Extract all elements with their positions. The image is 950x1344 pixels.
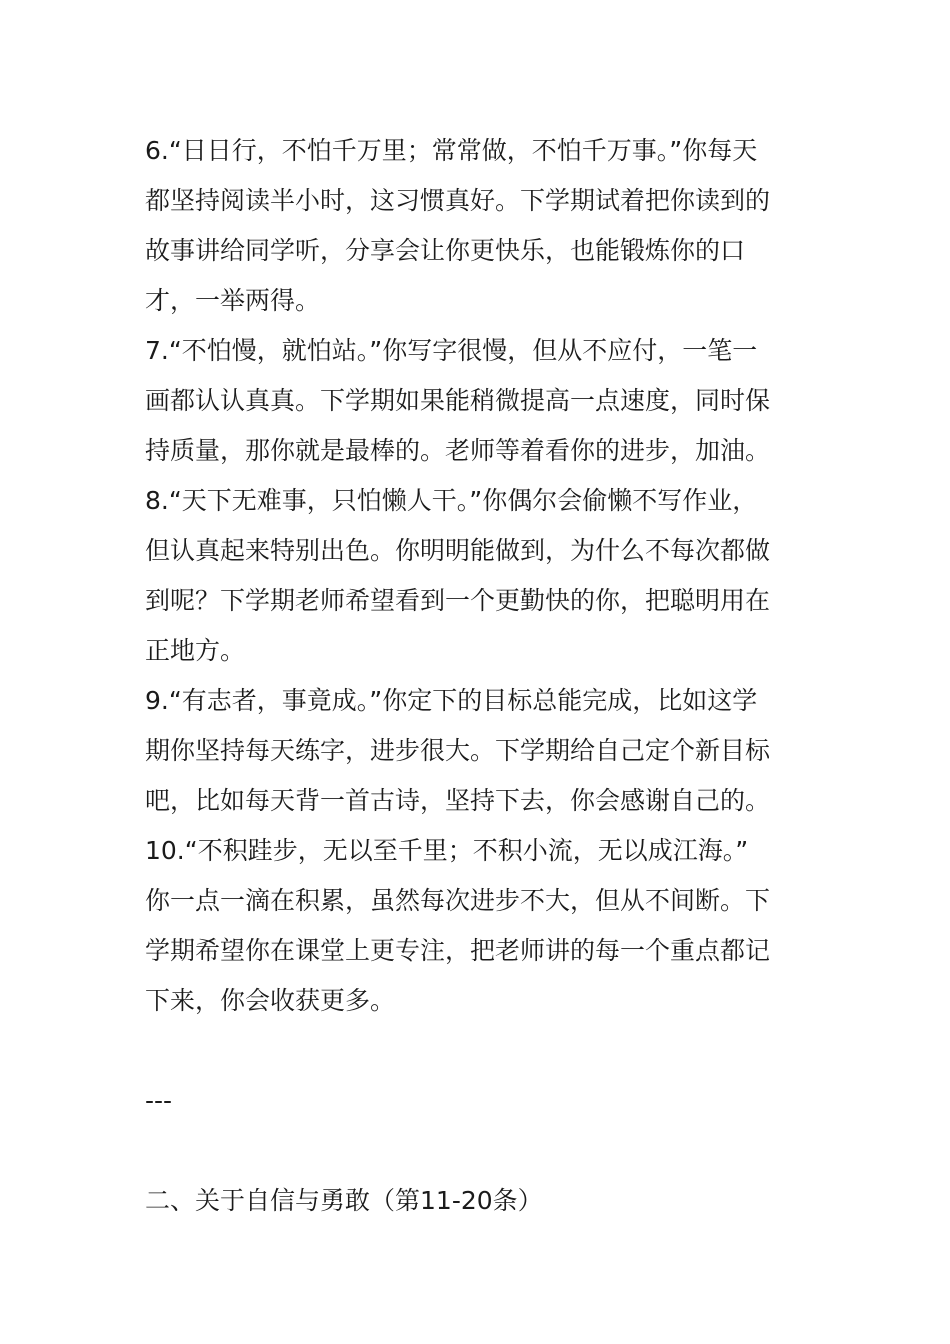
text-line: 都坚持阅读半小时，这习惯真好。下学期试着把你读到的 — [145, 186, 771, 215]
comment-item-8 — [145, 476, 815, 676]
text-line: 10.“不积跬步，无以至千里；不积小流，无以成江海。” — [145, 836, 749, 865]
text-line: 吧，比如每天背一首古诗，坚持下去，你会感谢自己的。 — [145, 786, 771, 815]
section-heading: 二、关于自信与勇敢（第11-20条） — [145, 1186, 543, 1215]
separator: --- — [145, 1086, 173, 1115]
comment-item-7 — [145, 326, 815, 476]
blank-line — [145, 1026, 815, 1076]
text-line: 画都认认真真。下学期如果能稍微提高一点速度，同时保 — [145, 386, 771, 415]
text-line: 6.“日日行，不怕千万里；常常做，不怕千万事。”你每天 — [145, 136, 758, 165]
text-line: 8.“天下无难事，只怕懒人干。”你偶尔会偷懒不写作业， — [145, 486, 758, 515]
text-line: 7.“不怕慢，就怕站。”你写字很慢，但从不应付，一笔一 — [145, 336, 758, 365]
document-body — [145, 126, 815, 1226]
text-line: 才，一举两得。 — [145, 286, 321, 315]
text-line: 期你坚持每天练字，进步很大。下学期给自己定个新目标 — [145, 736, 771, 765]
text-line: 下来，你会收获更多。 — [145, 986, 396, 1015]
text-line: 正地方。 — [145, 636, 246, 665]
comment-item-9 — [145, 676, 815, 826]
comment-item-6 — [145, 126, 815, 326]
text-line: 学期希望你在课堂上更专注，把老师讲的每一个重点都记 — [145, 936, 771, 965]
blank-line — [145, 1126, 815, 1176]
text-line: 但认真起来特别出色。你明明能做到，为什么不每次都做 — [145, 536, 771, 565]
text-line: 故事讲给同学听，分享会让你更快乐，也能锻炼你的口 — [145, 236, 746, 265]
text-line: 9.“有志者，事竟成。”你定下的目标总能完成，比如这学 — [145, 686, 758, 715]
comment-item-10 — [145, 826, 815, 1026]
text-line: 到呢？下学期老师希望看到一个更勤快的你，把聪明用在 — [145, 586, 771, 615]
text-line: 持质量，那你就是最棒的。老师等着看你的进步，加油。 — [145, 436, 771, 465]
text-line: 你一点一滴在积累，虽然每次进步不大，但从不间断。下 — [145, 886, 771, 915]
